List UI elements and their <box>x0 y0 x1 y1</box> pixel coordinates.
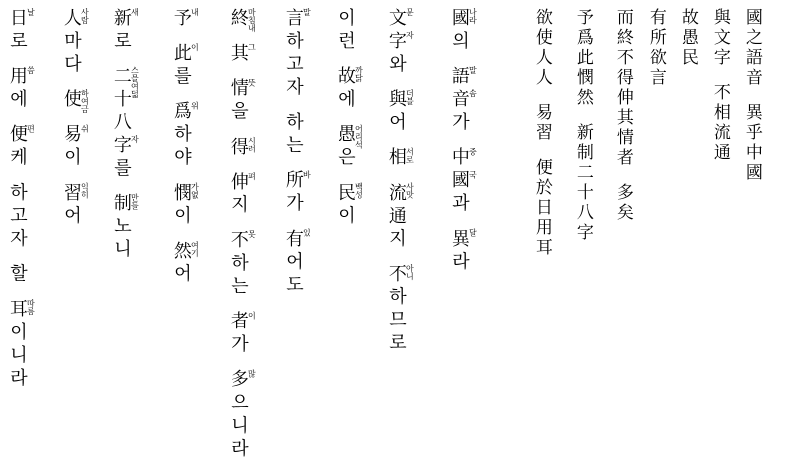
base-character: 終 <box>228 8 249 32</box>
annotated-character <box>7 299 36 323</box>
word-gap <box>235 124 243 136</box>
hanmun-column-1 <box>743 8 761 183</box>
base-character: 國 <box>449 8 470 31</box>
text-run: 便於日用耳 <box>532 157 552 258</box>
word-gap <box>14 170 22 182</box>
text-run: 지 <box>228 194 249 218</box>
word-gap <box>178 229 186 241</box>
ruby-gloss: 말 <box>302 8 312 31</box>
ruby-gloss: 서로 <box>405 147 415 171</box>
word-gap <box>235 218 243 230</box>
ruby-gloss: 더블 <box>405 89 415 113</box>
base-character: 易 <box>61 124 82 148</box>
text-run: 가 <box>283 193 304 217</box>
base-character: 所 <box>283 170 304 194</box>
base-character: 故 <box>335 66 356 90</box>
annotated-character <box>449 8 478 31</box>
text-run: 하므로 <box>386 286 407 356</box>
base-character: 憫 <box>171 182 192 206</box>
word-gap <box>290 158 298 170</box>
text-run: 하는 <box>228 253 249 300</box>
ruby-gloss: 못 <box>247 230 257 254</box>
text-run: 어 <box>386 112 407 136</box>
annotated-character <box>7 124 36 148</box>
word-gap <box>393 170 401 182</box>
text-run: 異乎中國 <box>742 102 762 183</box>
eonhae-column-5 <box>229 8 256 461</box>
hanmun-column-4 <box>647 8 665 88</box>
word-gap <box>456 135 464 147</box>
annotated-character <box>283 228 312 252</box>
base-character: 伸 <box>228 171 249 195</box>
ruby-gloss: 위 <box>190 101 200 125</box>
text-run: 予爲此憫然 <box>573 8 593 108</box>
base-character: 爲 <box>171 101 192 125</box>
annotated-character <box>386 8 415 31</box>
annotated-character <box>335 182 364 206</box>
base-character: 不 <box>386 263 407 287</box>
text-run: 노니 <box>111 216 132 263</box>
ruby-gloss: 바 <box>302 170 312 194</box>
annotated-character <box>111 8 140 31</box>
text-run: 로 <box>7 31 28 54</box>
word-gap <box>342 170 350 182</box>
text-run: 新制二十八字 <box>573 122 593 243</box>
word-gap <box>68 77 76 89</box>
text-run: 어 <box>171 263 192 287</box>
base-character: 相 <box>386 147 407 171</box>
annotated-character <box>449 228 478 252</box>
base-character: 然 <box>171 240 192 264</box>
text-run: 로 <box>111 31 132 54</box>
base-character: 文 <box>386 8 407 31</box>
ruby-gloss: 이 <box>190 43 200 67</box>
annotated-character <box>228 311 257 335</box>
annotated-character <box>61 182 90 206</box>
base-character: 語 <box>449 66 470 90</box>
annotated-character <box>228 230 257 254</box>
ruby-gloss: 아니 <box>405 263 415 287</box>
annotated-character <box>228 171 257 195</box>
word-gap <box>456 216 464 228</box>
ruby-gloss: 여기 <box>190 240 200 264</box>
ruby-gloss: 스믈여덟 <box>130 66 140 136</box>
text-run: 의 <box>449 31 470 54</box>
ruby-gloss: 나라 <box>468 8 478 31</box>
word-gap <box>535 143 549 158</box>
text-run: 不相流通 <box>710 82 730 163</box>
annotated-character <box>171 43 200 67</box>
word-gap <box>178 89 186 101</box>
hanmun-column-5 <box>614 8 632 223</box>
text-run: 이 <box>335 205 356 229</box>
word-gap <box>235 31 243 43</box>
text-run: 라 <box>449 251 470 275</box>
ruby-gloss: 편 <box>26 124 36 148</box>
ruby-gloss: 문 <box>405 8 415 31</box>
ruby-gloss: 이 <box>247 311 257 335</box>
ruby-gloss: 백성 <box>354 182 364 206</box>
text-run: 하고자 <box>7 182 28 252</box>
ruby-gloss: 날 <box>26 8 36 31</box>
word-gap <box>535 88 549 103</box>
base-character: 二十八 <box>111 66 132 136</box>
text-run: 으니라 <box>228 392 249 462</box>
base-character: 與 <box>386 89 407 113</box>
base-character: 者 <box>228 311 249 335</box>
ruby-gloss: 익히 <box>80 182 90 206</box>
word-gap <box>14 54 22 66</box>
annotated-character <box>449 66 478 90</box>
annotated-character <box>386 31 415 54</box>
text-run: 가 <box>228 334 249 358</box>
ruby-gloss: 그 <box>247 43 257 67</box>
ruby-gloss: 하여금 <box>80 89 90 114</box>
base-character: 流通 <box>386 182 407 229</box>
base-character: 異 <box>449 228 470 252</box>
word-gap <box>235 357 243 369</box>
text-run: 을 <box>228 101 249 125</box>
ruby-gloss: 어리석 <box>354 124 364 149</box>
ruby-gloss: 많 <box>247 369 257 393</box>
annotated-character <box>228 8 257 32</box>
text-run: 마다 <box>61 31 82 77</box>
word-gap <box>178 31 186 43</box>
annotated-character <box>61 8 90 31</box>
text-run: 에 <box>7 89 28 113</box>
word-gap <box>713 68 727 83</box>
eonhae-column-4 <box>284 8 311 298</box>
ruby-gloss: 까닭 <box>354 66 364 90</box>
hanmun-column-2 <box>711 8 729 163</box>
eonhae-column-1 <box>450 8 477 275</box>
base-character: 字 <box>111 135 132 159</box>
word-gap <box>14 252 22 264</box>
base-character: 人 <box>61 8 82 31</box>
base-character: 情 <box>228 78 249 102</box>
word-gap <box>576 108 590 123</box>
annotated-character <box>449 147 478 171</box>
annotated-character <box>111 135 140 159</box>
annotated-character <box>111 193 140 217</box>
text-run: 하는 <box>283 112 304 159</box>
base-character: 得 <box>228 136 249 160</box>
eonhae-column-6 <box>172 8 199 287</box>
hanmun-column-3 <box>679 8 697 68</box>
word-gap <box>616 168 630 183</box>
annotated-character <box>171 101 200 125</box>
ruby-gloss: 자 <box>405 31 415 54</box>
base-character: 新 <box>111 8 132 31</box>
ruby-gloss: 쉬 <box>80 124 90 148</box>
text-run: 而終不得伸其情者 <box>613 8 633 168</box>
word-gap <box>393 135 401 147</box>
eonhae-column-8 <box>62 8 89 229</box>
annotated-character <box>386 147 415 171</box>
base-character: 習 <box>61 182 82 206</box>
word-gap <box>456 54 464 66</box>
ruby-gloss: 달 <box>468 228 478 252</box>
word-gap <box>342 54 350 66</box>
annotated-character <box>283 8 312 31</box>
base-character: 耳 <box>7 299 28 323</box>
hanmun-column-6 <box>574 8 592 243</box>
ruby-gloss: 가엾 <box>190 182 200 206</box>
text-run: 多矣 <box>613 182 633 223</box>
base-character: 其 <box>228 43 249 67</box>
annotated-character <box>228 78 257 102</box>
ruby-gloss: 내 <box>190 8 200 31</box>
text-run: 國之語音 <box>742 8 762 88</box>
word-gap <box>178 170 186 182</box>
word-gap <box>393 252 401 264</box>
ruby-gloss: 새 <box>130 8 140 31</box>
word-gap <box>68 170 76 182</box>
base-character: 此 <box>171 43 192 67</box>
ruby-gloss: 국 <box>468 170 478 194</box>
ruby-gloss: 씀 <box>26 66 36 90</box>
annotated-character <box>171 240 200 264</box>
ruby-gloss: 뜻 <box>247 78 257 102</box>
annotated-character <box>171 8 200 31</box>
ruby-gloss: 자 <box>130 135 140 159</box>
base-character: 國 <box>449 170 470 194</box>
text-run: 를 <box>171 66 192 90</box>
annotated-character <box>283 170 312 194</box>
hanmun-column-7 <box>533 8 551 258</box>
word-gap <box>393 77 401 89</box>
base-character: 便 <box>7 124 28 148</box>
word-gap <box>235 299 243 311</box>
word-gap <box>745 88 759 103</box>
text-run: 故愚民 <box>678 8 698 68</box>
annotated-character <box>449 89 478 113</box>
text-run: 에 <box>335 89 356 113</box>
base-character: 日 <box>7 8 28 31</box>
text-run: 與文字 <box>710 8 730 68</box>
annotated-character <box>61 89 90 114</box>
text-run: 易習 <box>532 102 552 143</box>
text-run: 가 <box>449 112 470 136</box>
word-gap <box>118 54 126 66</box>
word-gap <box>290 216 298 228</box>
base-character: 字 <box>386 31 407 54</box>
text-run: 欲使人人 <box>532 8 552 88</box>
annotated-character <box>7 66 36 90</box>
base-character: 不 <box>228 230 249 254</box>
annotated-character <box>228 43 257 67</box>
word-gap <box>290 100 298 112</box>
annotated-character <box>171 182 200 206</box>
ruby-gloss: 말 <box>468 66 478 90</box>
text-run: 할 <box>7 263 28 287</box>
annotated-character <box>386 263 415 287</box>
word-gap <box>235 66 243 78</box>
base-character: 予 <box>171 8 192 31</box>
ruby-gloss: 솜 <box>468 89 478 113</box>
word-gap <box>68 112 76 124</box>
ruby-gloss: 있 <box>302 228 312 252</box>
ruby-gloss: 만들 <box>130 193 140 217</box>
text-run: 케 <box>7 147 28 171</box>
ruby-gloss: 따름 <box>26 299 36 323</box>
annotated-character <box>449 170 478 194</box>
eonhae-column-3 <box>336 8 363 229</box>
annotated-character <box>111 66 140 136</box>
text-run: 지 <box>386 228 407 252</box>
text-run: 를 <box>111 158 132 182</box>
text-run: 은 <box>335 147 356 171</box>
base-character: 制 <box>111 193 132 217</box>
base-character: 愚 <box>335 124 356 149</box>
text-run: 과 <box>449 193 470 217</box>
ruby-gloss: 중 <box>468 147 478 171</box>
text-run: 이런 <box>335 8 356 54</box>
text-run: 有所欲言 <box>646 8 666 88</box>
annotated-character <box>7 8 36 31</box>
base-character: 有 <box>283 228 304 252</box>
text-run: 어 <box>61 205 82 229</box>
base-character: 中 <box>449 147 470 171</box>
annotated-character <box>228 136 257 160</box>
annotated-character <box>335 124 364 149</box>
text-run: 와 <box>386 54 407 77</box>
text-run: 이니라 <box>7 322 28 392</box>
ruby-gloss: 사람 <box>80 8 90 31</box>
annotated-character <box>335 66 364 90</box>
ruby-gloss: 펴 <box>247 171 257 195</box>
ruby-gloss: 마침내 <box>247 8 257 32</box>
text-run: 하고자 <box>283 31 304 100</box>
base-character: 使 <box>61 89 82 114</box>
annotated-character <box>386 182 415 229</box>
base-character: 多 <box>228 369 249 393</box>
text-run: 하야 <box>171 124 192 171</box>
text-run: 어도 <box>283 251 304 298</box>
annotated-character <box>228 369 257 393</box>
word-gap <box>118 181 126 193</box>
base-character: 言 <box>283 8 304 31</box>
word-gap <box>342 112 350 124</box>
base-character: 民 <box>335 182 356 206</box>
word-gap <box>14 287 22 299</box>
word-gap <box>14 112 22 124</box>
base-character: 音 <box>449 89 470 113</box>
annotated-character <box>61 124 90 148</box>
eonhae-column-9 <box>8 8 35 391</box>
text-run: 이 <box>171 205 192 229</box>
word-gap <box>235 160 243 172</box>
eonhae-column-2 <box>387 8 414 356</box>
eonhae-column-7 <box>112 8 139 262</box>
base-character: 用 <box>7 66 28 90</box>
annotated-character <box>386 89 415 113</box>
ruby-gloss: 사맛 <box>405 182 415 229</box>
ruby-gloss: 시러 <box>247 136 257 160</box>
text-run: 이 <box>61 147 82 171</box>
